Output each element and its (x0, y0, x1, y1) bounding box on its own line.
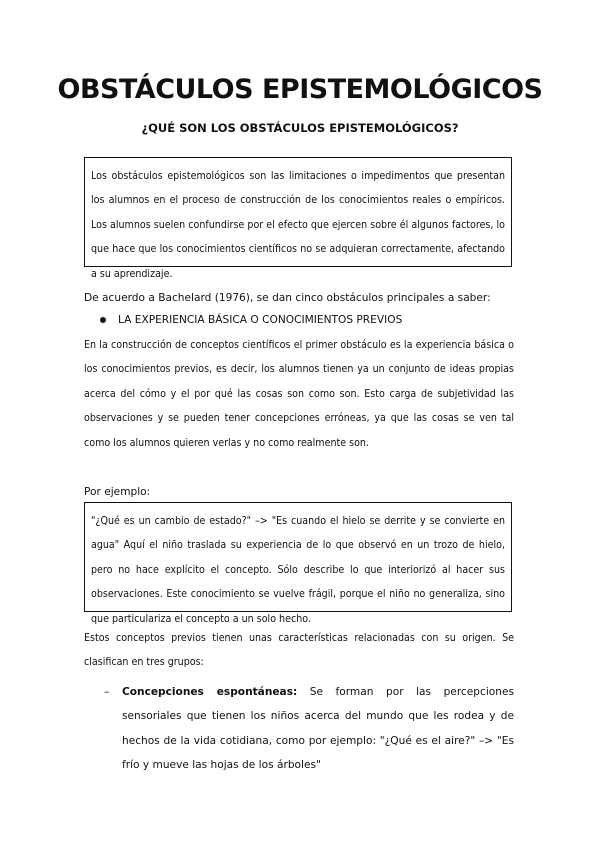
dash-item-term: Concepciones espontáneas: (122, 686, 298, 698)
dash-item-body (122, 680, 514, 778)
paragraph-2: Estos conceptos previos tienen unas características relacionadas con su origen. Se clasifican en tres grupos: (84, 632, 514, 669)
page-subtitle: ¿QUÉ SON LOS OBSTÁCULOS EPISTEMOLÓGICOS? (141, 121, 459, 135)
example-box (84, 502, 512, 625)
dash-marker: – (104, 686, 110, 698)
bullet-item (100, 314, 402, 326)
paragraph-1: En la construcción de conceptos científicos el primer obstáculo es la experiencia básica o los conocimientos previos, es decir, los alumnos tienen ya un conjunto de ideas propias acerca del cómo y el por qué las cosas son como son. Esto carga de subjetividad las observaciones y se pueden tener concepciones erróneas, ya que las cosas se ven tal como los alumnos quieren verlas y no como realmente son. (84, 339, 514, 449)
dash-item-text: Se forman por las percepciones sensoriales que tienen los niños acerca del mundo que les rodea y de hechos de la vida cotidiana, como por ejemplo: "¿Qué es el aire?" –> "Es frío y mueve las hojas de los árboles" (122, 686, 515, 772)
example-text: "¿Qué es un cambio de estado?" –> "Es cuando el hielo se derrite y se convierte en agua" Aquí el niño traslada su experiencia de lo que observó en un trozo de hielo, pero no hace explícito el concepto. Sólo describe lo que interiorizó al hacer sus observaciones. Este conocimiento se vuelve frágil, porque el niño no generaliza, sino que particulariza el concepto a un solo hecho. (91, 515, 505, 625)
example-label: Por ejemplo: (84, 486, 151, 498)
page-title: OBSTÁCULOS EPISTEMOLÓGICOS (57, 74, 543, 105)
definition-text: Los obstáculos epistemológicos son las limitaciones o impedimentos que presentan los alumnos en el proceso de construcción de los conocimientos reales o empíricos. Los alumnos suelen confundirse por el efecto que ejercen sobre él algunos factores, lo que hace que los conocimientos científicos no se adquieran correctamente, afectando a su aprendizaje. (91, 170, 505, 280)
intro-line: De acuerdo a Bachelard (1976), se dan cinco obstáculos principales a saber: (84, 292, 491, 304)
bullet-text: LA EXPERIENCIA BÁSICA O CONOCIMIENTOS PREVIOS (118, 314, 403, 326)
bullet-dot-icon (100, 317, 106, 323)
definition-box (84, 157, 512, 280)
